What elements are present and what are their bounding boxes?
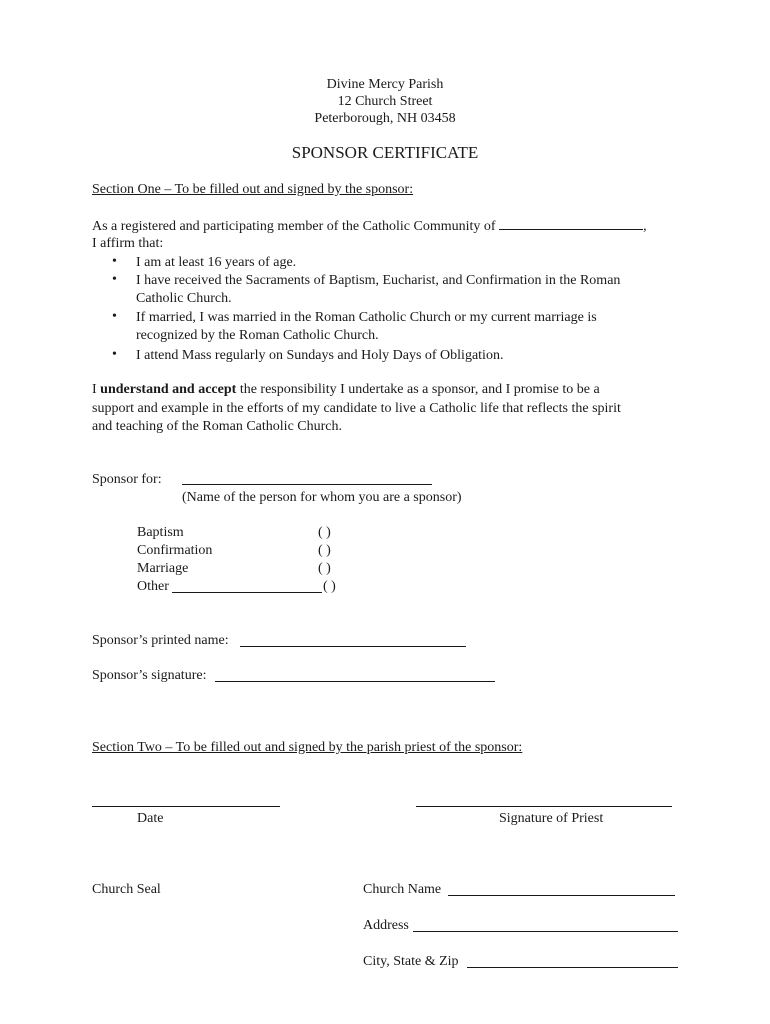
option-marriage-checkbox[interactable]: ( ) — [318, 561, 331, 576]
sponsor-for-blank[interactable] — [182, 484, 432, 485]
option-other-checkbox[interactable]: ( ) — [323, 579, 336, 594]
intro-text: As a registered and participating member of the Catholic Community of — [92, 219, 496, 234]
option-confirmation-checkbox[interactable]: ( ) — [318, 543, 331, 558]
printed-name-label: Sponsor’s printed name: — [92, 633, 229, 648]
community-blank[interactable] — [499, 217, 643, 230]
intro-comma: , — [643, 219, 647, 234]
address-blank[interactable] — [413, 931, 678, 932]
promise-line-3: and teaching of the Roman Catholic Church. — [92, 419, 342, 434]
page-title: SPONSOR CERTIFICATE — [291, 143, 479, 162]
bullet-icon: • — [112, 309, 117, 324]
list-item-text-cont: recognized by the Roman Catholic Church. — [136, 328, 379, 343]
bullet-icon: • — [112, 254, 117, 269]
list-item-text: I have received the Sacraments of Baptism, Eucharist, and Confirmation in the Roman — [136, 273, 621, 288]
option-marriage-label: Marriage — [137, 561, 189, 576]
promise-prefix: I — [92, 382, 101, 397]
date-blank[interactable] — [92, 806, 280, 807]
priest-signature-blank[interactable] — [416, 806, 672, 807]
list-item-text: I am at least 16 years of age. — [136, 255, 297, 270]
option-other-label: Other — [137, 579, 169, 594]
option-confirmation-label: Confirmation — [137, 543, 213, 558]
promise-line-2: support and example in the efforts of my candidate to live a Catholic life that reflects the spirit — [92, 401, 621, 416]
address-label: Address — [363, 918, 409, 933]
list-item-text-cont: Catholic Church. — [136, 291, 232, 306]
printed-name-blank[interactable] — [240, 646, 466, 647]
promise-bold: understand and accept — [100, 382, 237, 397]
sponsor-for-label: Sponsor for: — [92, 472, 162, 487]
section-two-heading: Section Two – To be filled out and signed by the parish priest of the sponsor: — [92, 740, 523, 755]
option-baptism-checkbox[interactable]: ( ) — [318, 525, 331, 540]
parish-street: 12 Church Street — [337, 94, 433, 109]
intro-line-1 — [92, 217, 647, 236]
bullet-icon: • — [112, 272, 117, 287]
list-item-text: I attend Mass regularly on Sundays and Holy Days of Obligation. — [136, 348, 504, 363]
church-name-label: Church Name — [363, 882, 442, 897]
option-baptism-label: Baptism — [137, 525, 184, 540]
city-state-zip-blank[interactable] — [467, 967, 678, 968]
sponsor-for-hint: (Name of the person for whom you are a sponsor) — [182, 490, 462, 505]
option-other-blank[interactable] — [172, 592, 322, 593]
bullet-icon: • — [112, 347, 117, 362]
intro-line-2: I affirm that: — [92, 236, 164, 251]
priest-signature-label: Signature of Priest — [499, 811, 604, 826]
parish-name: Divine Mercy Parish — [326, 77, 444, 92]
date-label: Date — [137, 811, 164, 826]
promise-line-1 — [92, 381, 600, 399]
section-one-heading: Section One – To be filled out and signed by the sponsor: — [92, 182, 414, 197]
city-state-zip-label: City, State & Zip — [363, 954, 459, 969]
promise-rest: the responsibility I undertake as a sponsor, and I promise to be a — [236, 382, 600, 397]
parish-city: Peterborough, NH 03458 — [314, 111, 456, 126]
list-item-text: If married, I was married in the Roman Catholic Church or my current marriage is — [136, 310, 597, 325]
church-seal-label: Church Seal — [92, 882, 161, 897]
signature-label: Sponsor’s signature: — [92, 668, 207, 683]
signature-blank[interactable] — [215, 681, 495, 682]
church-name-blank[interactable] — [448, 895, 675, 896]
